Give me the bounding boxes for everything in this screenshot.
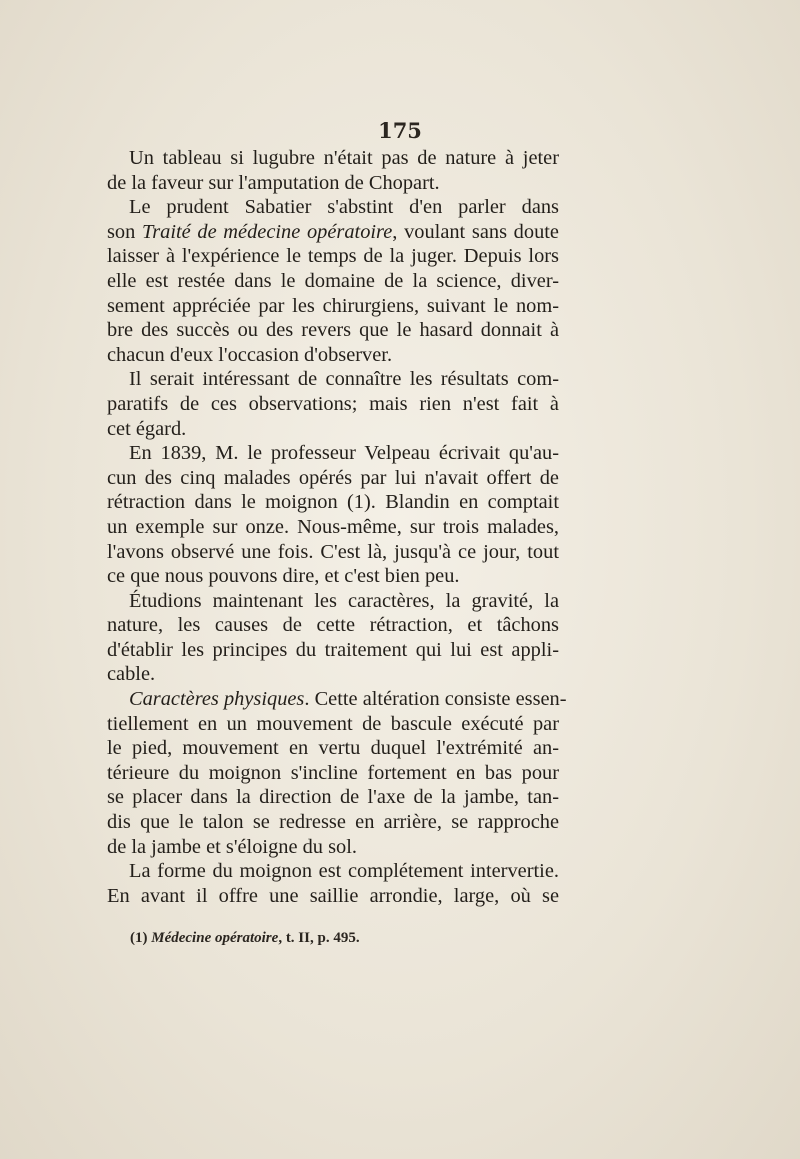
text-line: cable.: [107, 663, 156, 686]
text-line: sement appréciée par les chirurgiens, suivant le nom-: [107, 294, 559, 317]
body-text: [107, 146, 567, 908]
text-line: le pied, mouvement en vertu duquel l'extrémité an-: [107, 737, 559, 760]
text-line: [107, 687, 567, 712]
text-line: cet égard.: [107, 417, 187, 440]
text-segment: . Cette altération consiste essen-: [304, 688, 567, 711]
text-line: [107, 220, 559, 245]
text-line: chacun d'eux l'occasion d'observer.: [107, 343, 393, 366]
text-line: térieure du moignon s'incline fortement en bas pour: [107, 761, 559, 784]
text-line: de la jambe et s'éloigne du sol.: [107, 835, 357, 858]
text-line: bre des succès ou des revers que le hasard donnait à: [107, 319, 559, 342]
text-line: Étudions maintenant les caractères, la gravité, la: [129, 589, 559, 612]
text-line: La forme du moignon est complétement intervertie.: [129, 860, 559, 883]
italic-title: Traité de médecine opératoire: [142, 220, 393, 243]
text-line: En 1839, M. le professeur Velpeau écrivait qu'au-: [129, 442, 559, 465]
text-line: l'avons observé une fois. C'est là, jusqu'à ce jour, tout: [107, 540, 559, 563]
text-line: rétraction dans le moignon (1). Blandin en comptait: [107, 491, 559, 514]
text-line: nature, les causes de cette rétraction, et tâchons: [107, 614, 559, 637]
text-segment: son: [107, 220, 142, 243]
italic-title: Caractères physiques: [129, 688, 305, 711]
text-line: elle est restée dans le domaine de la science, diver-: [107, 269, 559, 292]
text-segment: , voulant sans doute: [392, 220, 559, 243]
text-line: Le prudent Sabatier s'abstint d'en parler dans: [129, 196, 559, 219]
page-number: 175: [378, 118, 422, 143]
text-line: En avant il offre une saillie arrondie, large, où se: [107, 884, 559, 907]
text-line: de la faveur sur l'amputation de Chopart.: [107, 171, 440, 194]
text-line: ce que nous pouvons dire, et c'est bien peu.: [107, 565, 460, 588]
text-line: se placer dans la direction de l'axe de la jambe, tan-: [107, 786, 559, 809]
footnote: [130, 930, 360, 947]
footnote-reference: , t. II, p. 495.: [278, 930, 360, 946]
footnote-marker: (1): [130, 930, 152, 946]
text-line: cun des cinq malades opérés par lui n'avait offert de: [107, 466, 559, 489]
text-line: tiellement en un mouvement de bascule exécuté par: [107, 712, 559, 735]
text-line: Il serait intéressant de connaître les résultats com-: [129, 368, 559, 391]
text-line: dis que le talon se redresse en arrière, se rapproche: [107, 811, 559, 834]
text-line: laisser à l'expérience le temps de la juger. Depuis lors: [107, 245, 559, 268]
text-line: un exemple sur onze. Nous-même, sur trois malades,: [107, 515, 559, 538]
text-line: paratifs de ces observations; mais rien n'est fait à: [107, 392, 559, 415]
text-line: d'établir les principes du traitement qui lui est appli-: [107, 638, 559, 661]
text-line: Un tableau si lugubre n'était pas de nature à jeter: [129, 147, 559, 169]
footnote-title: Médecine opératoire: [151, 930, 279, 946]
